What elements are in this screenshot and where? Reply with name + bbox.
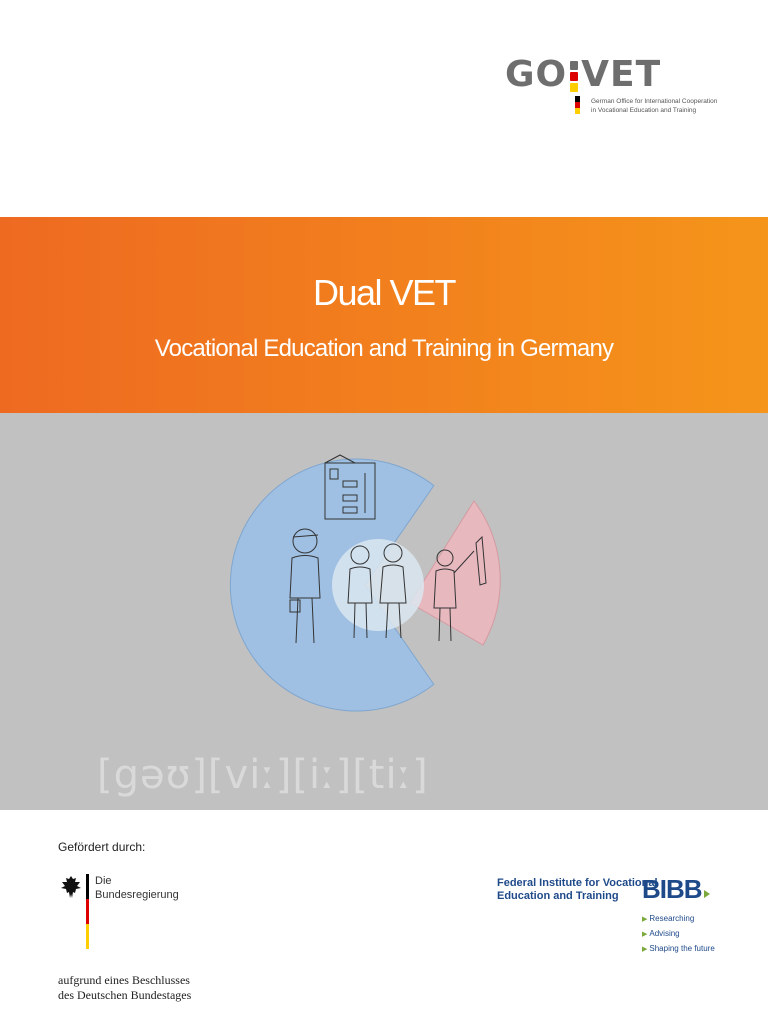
arrow-icon: ▶ xyxy=(642,931,648,938)
govet-logo xyxy=(505,54,718,116)
cover-header xyxy=(0,0,768,217)
page-title: Dual VET xyxy=(312,272,456,313)
govet-subtitle-line2: in Vocational Education and Training xyxy=(591,107,697,114)
bibb-name-line2: Education and Training xyxy=(497,890,619,902)
govet-subtitle xyxy=(591,97,717,115)
bibb-tagline-list xyxy=(642,912,715,957)
apprentices-center-circle xyxy=(332,539,424,631)
govet-colon-mark xyxy=(570,58,578,90)
title-banner xyxy=(0,217,768,413)
german-flag-bar xyxy=(86,874,89,949)
vocational-school-sector xyxy=(410,501,500,645)
bibb-tagline-text: Shaping the future xyxy=(649,944,715,953)
illustration-panel xyxy=(0,413,768,810)
bibb-tagline-item xyxy=(642,942,715,957)
bibb-tagline-text: Researching xyxy=(649,914,695,923)
bibb-name-line1: Federal Institute for Vocational xyxy=(497,877,658,889)
resolution-line2: des Deutschen Bundestages xyxy=(58,988,192,1002)
funded-by-label: Gefördert durch: xyxy=(58,840,146,854)
arrow-icon: ▶ xyxy=(642,946,648,953)
page-subtitle: Vocational Education and Training in Germany xyxy=(154,335,614,362)
federal-eagle-icon xyxy=(60,874,82,900)
govet-wordmark: GO VET xyxy=(505,54,662,95)
bibb-name xyxy=(497,877,658,903)
dual-vet-illustration xyxy=(0,413,768,810)
government-line2: Bundesregierung xyxy=(95,889,179,901)
arrow-icon: ▶ xyxy=(642,916,648,923)
bibb-tagline-item xyxy=(642,912,715,927)
bibb-tagline-text: Advising xyxy=(649,929,680,938)
govet-subtitle-line1: German Office for International Cooperation xyxy=(591,98,718,105)
cover-footer xyxy=(0,810,768,1024)
resolution-line1: aufgrund eines Beschlusses xyxy=(58,973,190,987)
government-line1: Die xyxy=(95,875,112,887)
phonetic-transcription: [gəʊ][viː][iː][tiː] xyxy=(97,752,429,798)
bibb-logo: BIBB xyxy=(642,874,702,904)
govet-flag-bar xyxy=(575,96,580,114)
government-label xyxy=(95,874,179,902)
resolution-text xyxy=(58,973,191,1003)
bibb-arrow-icon xyxy=(704,890,710,898)
bibb-tagline-item xyxy=(642,927,715,942)
